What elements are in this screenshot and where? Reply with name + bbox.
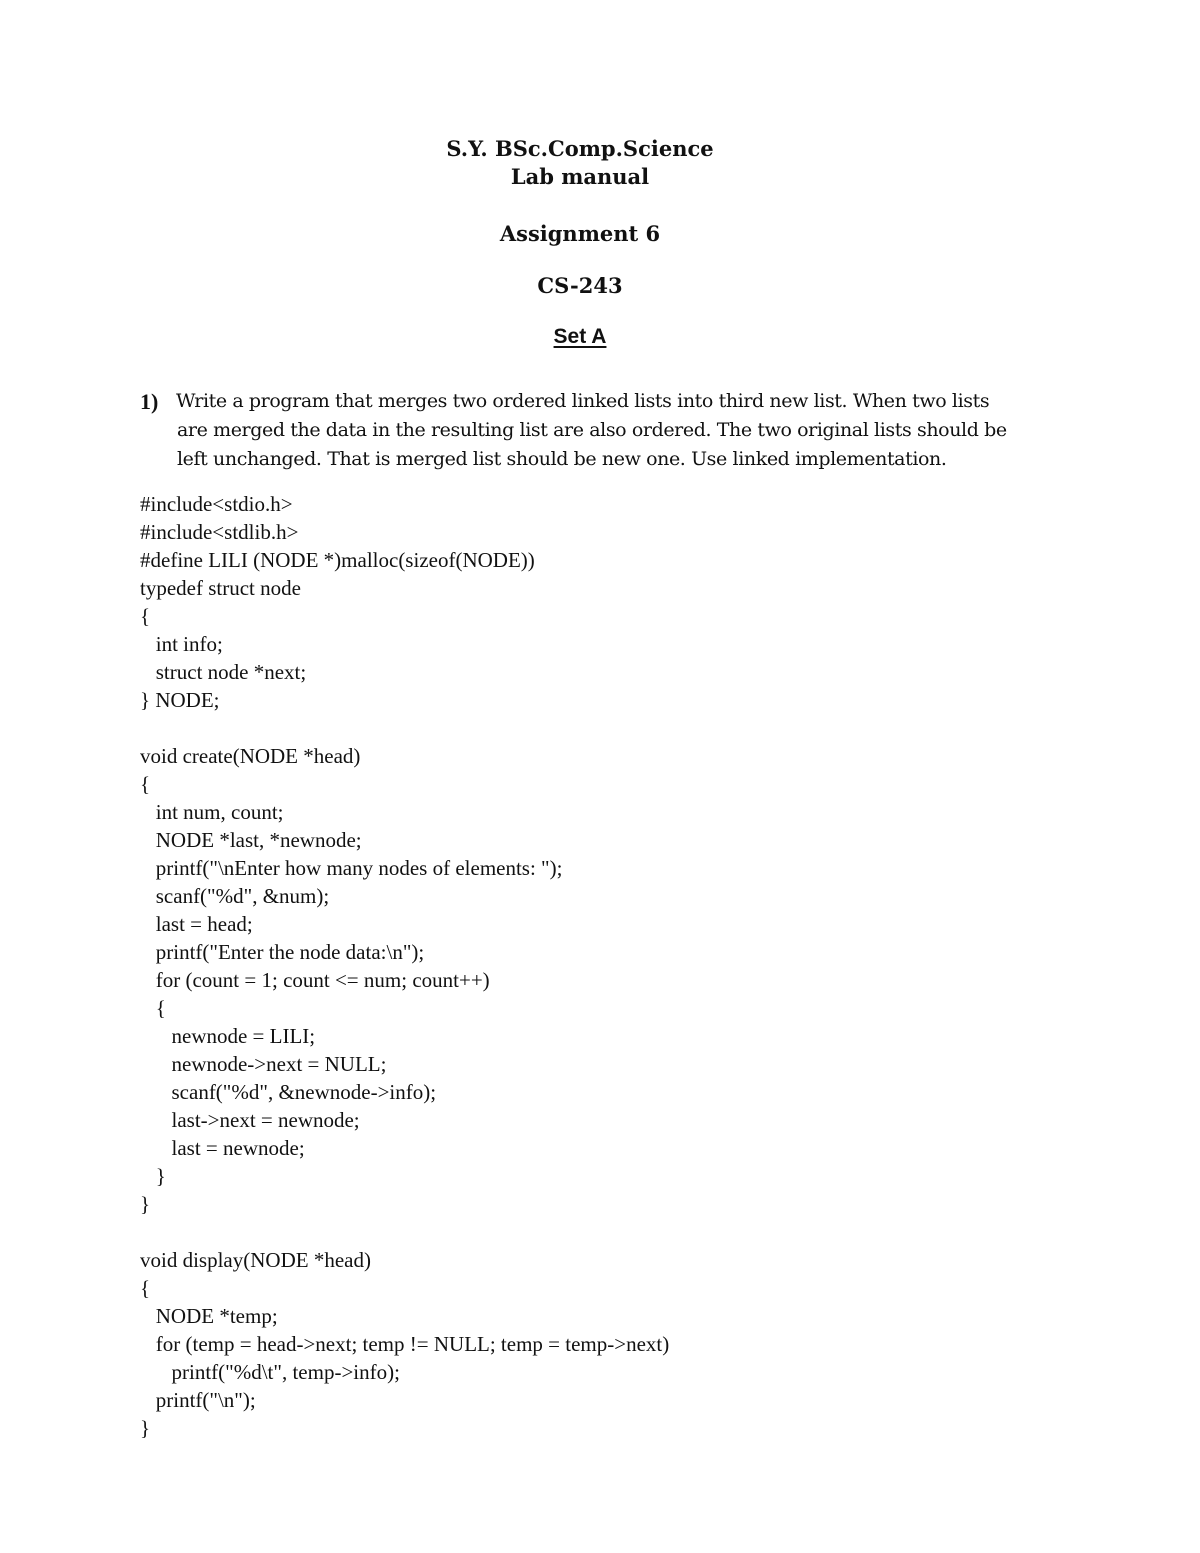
- question-line: Write a program that merges two ordered linked lists into third new list. When two lists: [176, 390, 990, 412]
- code-line: scanf("%d", &num);: [140, 884, 330, 908]
- code-line: newnode->next = NULL;: [140, 1052, 387, 1076]
- code-line: [140, 714, 669, 742]
- set-label: Set A: [553, 325, 607, 348]
- code-line: #define LILI (NODE *)malloc(sizeof(NODE)): [140, 548, 535, 572]
- code-line: void display(NODE *head): [140, 1248, 371, 1272]
- code-line: NODE *temp;: [140, 1304, 278, 1328]
- code-line: [140, 1218, 669, 1246]
- code-line: last->next = newnode;: [140, 1108, 360, 1132]
- code-line: }: [140, 1416, 151, 1440]
- question-line: are merged the data in the resulting list are also ordered. The two original lists should be: [177, 419, 1007, 441]
- code-line: }: [140, 1192, 151, 1216]
- question-text: [176, 387, 1036, 474]
- code-line: int info;: [140, 632, 223, 656]
- code-line: printf("\n");: [140, 1388, 256, 1412]
- code-line: last = newnode;: [140, 1136, 305, 1160]
- code-line: printf("Enter the node data:\n");: [140, 940, 425, 964]
- question-number: 1): [140, 389, 159, 414]
- code-line: for (count = 1; count <= num; count++): [140, 968, 490, 992]
- code-line: #include<stdlib.h>: [140, 520, 299, 544]
- code-line: for (temp = head->next; temp != NULL; temp = temp->next): [140, 1332, 670, 1356]
- code-line: void create(NODE *head): [140, 744, 361, 768]
- code-line: {: [140, 996, 166, 1020]
- manual-title: Lab manual: [510, 164, 650, 189]
- assignment-title: Assignment 6: [499, 221, 661, 246]
- code-line: newnode = LILI;: [140, 1024, 316, 1048]
- question-line: left unchanged. That is merged list should be new one. Use linked implementation.: [177, 448, 947, 470]
- code-line: struct node *next;: [140, 660, 307, 684]
- code-line: scanf("%d", &newnode->info);: [140, 1080, 437, 1104]
- code-listing: [140, 490, 669, 1442]
- program-title: S.Y. BSc.Comp.Science: [446, 136, 714, 161]
- course-code: CS-243: [537, 273, 623, 298]
- code-line: {: [140, 1276, 151, 1300]
- code-line: #include<stdio.h>: [140, 492, 293, 516]
- code-line: printf("\nEnter how many nodes of elements: ");: [140, 856, 563, 880]
- code-line: printf("%d\t", temp->info);: [140, 1360, 400, 1384]
- code-line: }: [140, 1164, 166, 1188]
- code-line: {: [140, 772, 151, 796]
- code-line: } NODE;: [140, 688, 220, 712]
- code-line: {: [140, 604, 151, 628]
- code-line: int num, count;: [140, 800, 284, 824]
- code-line: last = head;: [140, 912, 253, 936]
- code-line: typedef struct node: [140, 576, 301, 600]
- code-line: NODE *last, *newnode;: [140, 828, 362, 852]
